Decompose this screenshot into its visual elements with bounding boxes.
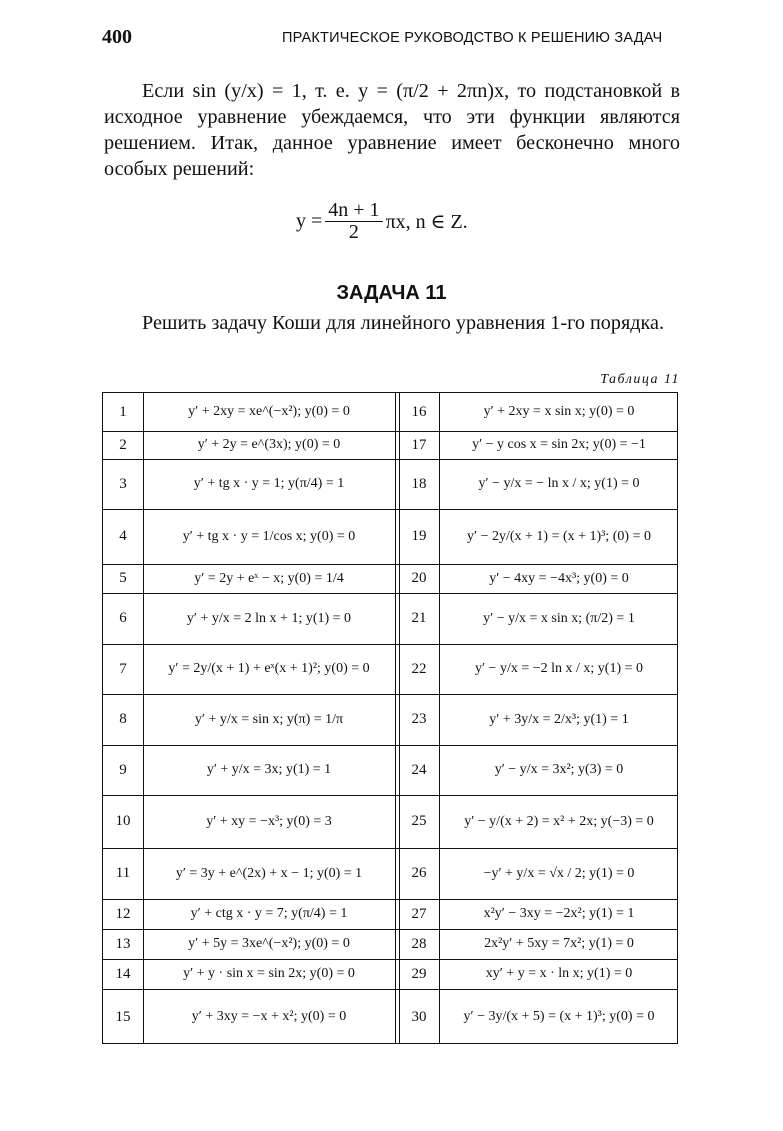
problem-number: 9 xyxy=(119,761,127,778)
problem-equation: y′ + xy = −x³; y(0) = 3 xyxy=(206,813,332,829)
problem-equation: y′ + 2xy = x sin x; y(0) = 0 xyxy=(483,404,635,419)
problem-equation: y′ − y/x = 3x²; y(3) = 0 xyxy=(494,762,624,777)
problem-equation: y′ + y · sin x = sin 2x; y(0) = 0 xyxy=(183,966,355,981)
problem-number: 12 xyxy=(115,905,131,922)
problem-equation: y′ + tg x · y = 1/cos x; y(0) = 0 xyxy=(182,528,356,544)
problem-number: 10 xyxy=(115,813,131,829)
problem-equation: y′ − y/(x + 2) = x² + 2x; y(−3) = 0 xyxy=(464,813,654,829)
problem-number: 8 xyxy=(119,711,127,727)
problem-number: 27 xyxy=(411,905,427,922)
formula-lhs: y = xyxy=(296,210,323,232)
problem-equation: y′ − y/x = − ln x / x; y(1) = 0 xyxy=(478,476,640,491)
problem-equation: x²y′ − 3xy = −2x²; y(1) = 1 xyxy=(483,906,635,921)
problem-equation: y′ − y/x = −2 ln x / x; y(1) = 0 xyxy=(474,661,644,676)
formula-numerator: 4n + 1 xyxy=(325,200,382,222)
problem-number: 19 xyxy=(411,528,427,544)
problem-equation: −y′ + y/x = √x / 2; y(1) = 0 xyxy=(483,865,635,881)
problem-equation: y′ − 2y/(x + 1) = (x + 1)³; (0) = 0 xyxy=(467,528,651,544)
problem-equation: y′ + 5y = 3xe^(−x²); y(0) = 0 xyxy=(188,936,350,951)
problem-equation: y′ + 2xy = xe^(−x²); y(0) = 0 xyxy=(188,404,350,419)
task-title: ЗАДАЧА 11 xyxy=(336,282,447,304)
intro-paragraph xyxy=(104,78,680,182)
problem-equation: y′ + ctg x · y = 7; y(π/4) = 1 xyxy=(190,906,348,921)
problem-number: 24 xyxy=(411,761,427,778)
problem-number: 16 xyxy=(411,403,427,420)
problem-equation: y′ + 3y/x = 2/x³; y(1) = 1 xyxy=(489,711,629,727)
problem-equation: xy′ + y = x · ln x; y(1) = 0 xyxy=(485,966,633,981)
problem-equation: y′ − 4xy = −4x³; y(0) = 0 xyxy=(489,570,629,586)
problem-equation: y′ = 2y + eˣ − x; y(0) = 1/4 xyxy=(194,570,344,586)
problems-table xyxy=(102,392,678,1044)
table-caption: Таблица 11 xyxy=(600,372,680,387)
problem-number: 23 xyxy=(411,711,427,727)
problem-number: 30 xyxy=(411,1008,427,1025)
problem-equation: y′ = 3y + e^(2x) + x − 1; y(0) = 1 xyxy=(175,865,363,881)
problem-number: 29 xyxy=(411,965,427,982)
task-statement xyxy=(104,310,680,336)
problem-number: 25 xyxy=(411,813,427,829)
problem-equation: y′ = 2y/(x + 1) + eˣ(x + 1)²; y(0) = 0 xyxy=(168,661,370,676)
problem-equation: y′ − y cos x = sin 2x; y(0) = −1 xyxy=(472,437,646,452)
problem-number: 26 xyxy=(411,865,427,881)
problem-number: 2 xyxy=(119,436,127,453)
problem-equation: y′ − y/x = x sin x; (π/2) = 1 xyxy=(483,610,635,626)
running-header: ПРАКТИЧЕСКОЕ РУКОВОДСТВО К РЕШЕНИЮ ЗАДАЧ xyxy=(282,30,663,46)
problem-number: 18 xyxy=(411,475,427,492)
formula-fraction xyxy=(325,200,382,243)
problem-number: 28 xyxy=(411,935,427,952)
problem-equation: y′ + y/x = 2 ln x + 1; y(1) = 0 xyxy=(186,610,352,626)
problem-number: 21 xyxy=(411,610,427,626)
formula-rhs: πx, n ∈ Z. xyxy=(385,211,468,233)
intro-text: Если sin (y/x) = 1, т. е. y = (π/2 + 2πn)x, то подстановкой в исходное уравнение убеждаемся, что эти функции являются решением. Итак, данное уравнение имеет бесконечно много особых решений: xyxy=(104,80,680,180)
problem-number: 3 xyxy=(119,475,127,492)
problem-number: 22 xyxy=(411,660,427,677)
problem-number: 14 xyxy=(115,965,131,982)
problem-equation: y′ + 3xy = −x + x²; y(0) = 0 xyxy=(191,1009,347,1024)
problem-number: 4 xyxy=(119,528,127,544)
problem-number: 5 xyxy=(119,570,127,586)
problem-equation: y′ + y/x = 3x; y(1) = 1 xyxy=(206,762,332,777)
problem-equation: y′ − 3y/(x + 5) = (x + 1)³; y(0) = 0 xyxy=(463,1009,655,1024)
problem-number: 1 xyxy=(119,403,127,420)
problem-equation: y′ + tg x · y = 1; y(π/4) = 1 xyxy=(193,476,345,491)
problem-number: 7 xyxy=(119,660,127,677)
problem-number: 15 xyxy=(115,1008,131,1025)
task-text: Решить задачу Коши для линейного уравнения 1-го порядка. xyxy=(142,312,665,334)
page-number: 400 xyxy=(102,26,132,48)
problem-equation: y′ + 2y = e^(3x); y(0) = 0 xyxy=(197,437,341,452)
problem-number: 11 xyxy=(115,865,131,881)
problem-number: 6 xyxy=(119,610,127,626)
problem-number: 13 xyxy=(115,935,131,952)
problem-number: 20 xyxy=(411,570,427,586)
problem-equation: 2x²y′ + 5xy = 7x²; y(1) = 0 xyxy=(484,936,634,951)
special-solution-formula xyxy=(296,200,468,243)
problem-number: 17 xyxy=(411,436,427,453)
problem-equation: y′ + y/x = sin x; y(π) = 1/π xyxy=(194,711,344,727)
formula-denominator: 2 xyxy=(348,221,359,243)
